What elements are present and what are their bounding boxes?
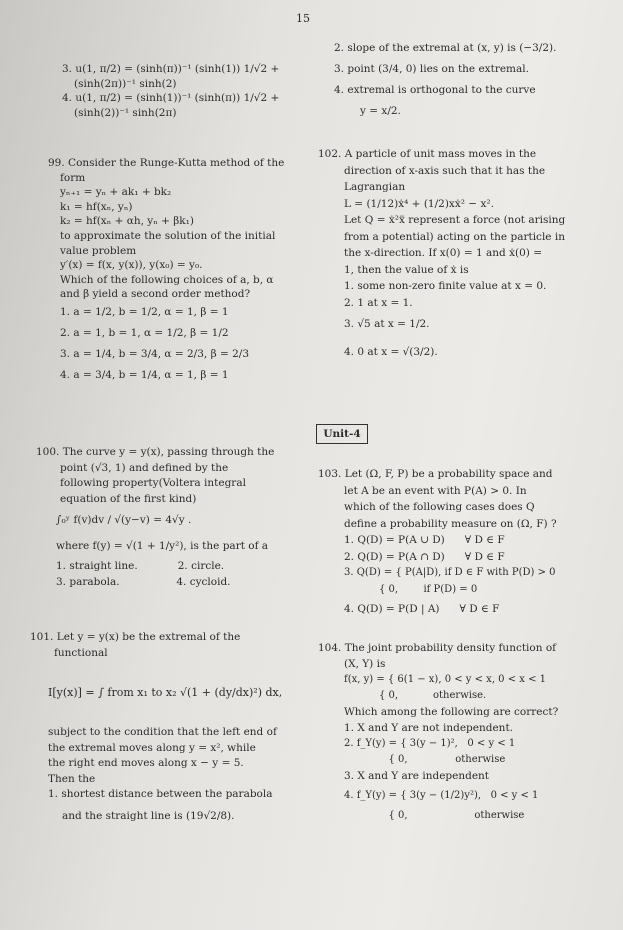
question-text: 1, then the value of ẋ is (344, 263, 469, 276)
question-formula: f(x, y) = { 6(1 − x), 0 < y < x, 0 < x < 1 (344, 674, 547, 685)
question-text: (X, Y) is (344, 658, 386, 670)
question-text: yₙ₊₁ = yₙ + ak₁ + bk₂ (60, 186, 172, 199)
question-formula: I[y(x)] = ∫ from x₁ to x₂ √(1 + (dy/dx)²) dx, (48, 686, 283, 699)
question-text: which of the following cases does Q (344, 501, 535, 513)
question-text: equation of the first kind) (60, 492, 197, 505)
question-text: and β yield a second order method? (60, 288, 251, 301)
answer-option: 2. f_Y(y) = { 3(y − 1)², 0 < y < 1 (344, 738, 516, 749)
question-104 (318, 640, 614, 824)
answer-option: 1. a = 1/2, b = 1/2, α = 1, β = 1 (60, 305, 229, 318)
question-text: y′(x) = f(x, y(x)), y(x₀) = y₀. (60, 259, 203, 272)
question-formula: { 0, otherwise. (344, 690, 487, 701)
question-text: k₂ = hf(xₙ + αh, yₙ + βk₁) (60, 215, 194, 228)
question-text: Which of the following choices of a, b, α (60, 273, 274, 286)
question-text: direction of x-axis such that it has the (344, 164, 546, 177)
option-line: 4. extremal is orthogonal to the curve (334, 84, 536, 96)
answer-option: 4. f_Y(y) = { 3(y − (1/2)y²), 0 < y < 1 (344, 790, 539, 801)
answer-option: 1. Q(D) = P(A ∪ D) ∀ D ∈ F (344, 534, 505, 546)
answer-option: 4. a = 3/4, b = 1/4, α = 1, β = 1 (60, 368, 229, 381)
answer-option: 2. Q(D) = P(A ∩ D) ∀ D ∈ F (344, 550, 505, 563)
question-102 (318, 146, 608, 367)
question-text: form (60, 171, 86, 184)
answer-option: 2. 1 at x = 1. (344, 296, 413, 309)
question-text: to approximate the solution of the initial (60, 229, 276, 242)
question-text: functional (54, 646, 108, 659)
unit-label: Unit-4 (316, 424, 368, 444)
question-text: Lagrangian (344, 181, 406, 193)
answer-option: 3. X and Y are independent (344, 770, 490, 782)
answer-option: 1. some non-zero finite value at x = 0. (344, 280, 547, 292)
question-stem: 103. Let (Ω, F, P) be a probability space and (318, 468, 553, 480)
question-stem: 104. The joint probability density function of (318, 642, 557, 654)
question-formula: L = (1/12)ẋ⁴ + (1/2)xẋ² − x². (344, 197, 494, 210)
question-text: let A be an event with P(A) > 0. In (344, 484, 527, 497)
question-text: subject to the condition that the left end of (48, 726, 277, 738)
option-line: 3. point (3/4, 0) lies on the extremal. (334, 63, 529, 75)
answer-option: { 0, otherwise (344, 810, 525, 821)
answer-option: and the straight line is (19√2/8). (62, 809, 235, 822)
question-formula: ∫₀ʸ f(v)dv / √(y−v) = 4√y . (56, 514, 192, 526)
question-100 (36, 445, 308, 590)
answer-option: { 0, otherwise (344, 754, 506, 765)
answer-option: 1. shortest distance between the parabola (48, 788, 273, 800)
answer-option: 4. Q(D) = P(D | A) ∀ D ∈ F (344, 603, 500, 615)
question-stem: 102. A particle of unit mass moves in the (318, 148, 537, 160)
option-line: 2. slope of the extremal at (x, y) is (−3/2). (334, 42, 557, 54)
answer-option: 3. √5 at x = 1/2. (344, 318, 430, 330)
answer-option: 3. parabola. 4. cycloid. (56, 575, 231, 588)
question-text: point (√3, 1) and defined by the (60, 461, 229, 474)
question-stem: 99. Consider the Runge-Kutta method of the (48, 157, 285, 169)
question-text: value problem (60, 244, 137, 257)
question-text: where f(y) = √(1 + 1/y²), is the part of a (56, 540, 269, 552)
question-text: Which among the following are correct? (344, 706, 559, 718)
question-text: from a potential) acting on the particle in (344, 230, 565, 243)
answer-option: 3. a = 1/4, b = 3/4, α = 2/3, β = 2/3 (60, 347, 250, 360)
answer-option: 2. a = 1, b = 1, α = 1/2, β = 1/2 (60, 326, 229, 339)
option-line: (sinh(2π))⁻¹ sinh(2) (74, 77, 177, 90)
answer-option: 3. Q(D) = { P(A|D), if D ∈ F with P(D) > 0 (344, 567, 556, 578)
answer-option: 4. 0 at x = √(3/2). (344, 346, 438, 358)
option-line: 4. u(1, π/2) = (sinh(1))⁻¹ (sinh(π)) 1/√2 + (62, 92, 280, 104)
question-stem: 101. Let y = y(x) be the extremal of the (30, 631, 241, 643)
question-text: the extremal moves along y = x², while (48, 741, 256, 754)
question-99 (48, 156, 310, 386)
question-text: Let Q = ẋ²ẍ represent a force (not arising (344, 214, 566, 226)
answer-option: { 0, if P(D) = 0 (344, 583, 478, 595)
question-text: the x-direction. If x(0) = 1 and ẋ(0) = (344, 247, 543, 259)
option-line: (sinh(2))⁻¹ sinh(2π) (74, 106, 177, 119)
question-text: Then the (48, 772, 96, 785)
right-top-options (334, 38, 594, 122)
question-stem: 100. The curve y = y(x), passing through the (36, 446, 275, 458)
option-line: 3. u(1, π/2) = (sinh(π))⁻¹ (sinh(1)) 1/√2 + (62, 63, 280, 75)
question-101 (30, 630, 314, 829)
left-top-options (62, 62, 302, 120)
question-text: k₁ = hf(xₙ, yₙ) (60, 200, 133, 213)
page-number: 15 (296, 12, 310, 25)
answer-option: 1. straight line. 2. circle. (56, 560, 225, 572)
option-line: y = x/2. (360, 105, 401, 117)
answer-option: 1. X and Y are not independent. (344, 722, 513, 734)
question-text: the right end moves along x − y = 5. (48, 757, 244, 769)
question-text: following property(Voltera integral (60, 477, 246, 489)
question-103 (318, 466, 610, 620)
question-text: define a probability measure on (Ω, F) ? (344, 517, 557, 530)
